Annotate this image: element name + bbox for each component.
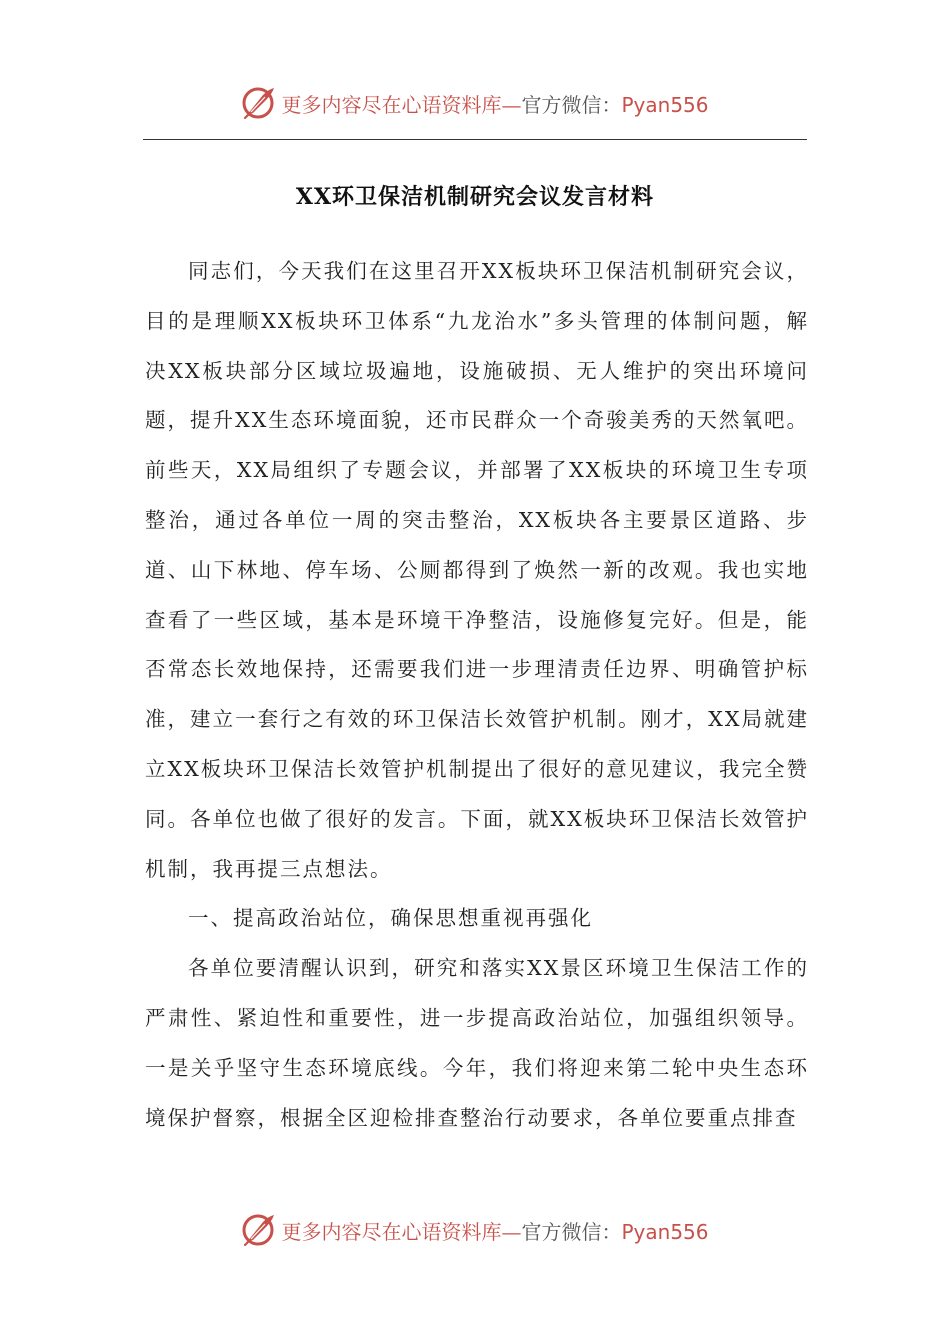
header-dash: — <box>501 92 522 117</box>
body-paragraph-section-1: 各单位要清醒认识到，研究和落实XX景区环境卫生保洁工作的严肃性、紧迫性和重要性，进一步提高政治站位，加强组织领导。一是关乎坚守生态环境底线。今年，我们将迎来第二轮中央生态环境保护督察，根据全区迎检排查整治行动要求，各单位要重点排查 <box>145 956 809 1130</box>
footer-banner-text <box>281 1216 708 1245</box>
footer-banner <box>0 1210 950 1250</box>
quill-pen-logo-icon <box>241 85 277 121</box>
footer-wechat-id: Pyan556 <box>621 1219 709 1244</box>
document-title: XX环卫保洁机制研究会议发言材料 <box>295 184 655 210</box>
body-paragraph-intro: 同志们，今天我们在这里召开XX板块环卫保洁机制研究会议，目的是理顺XX板块环卫体系“九龙治水”多头管理的体制问题，解决XX板块部分区域垃圾遍地，设施破损、无人维护的突出环境问题，提升XX生态环境面貌，还市民群众一个奇骏美秀的天然氧吧。前些天，XX局组织了专题会议，并部署了XX板块的环境卫生专项整治，通过各单位一周的突击整治，XX板块各主要景区道路、步道、山下林地、停车场、公厕都得到了焕然一新的改观。我也实地查看了一些区域，基本是环境干净整洁，设施修复完好。但是，能否常态长效地保持，还需要我们进一步理清责任边界、明确管护标准，建立一套行之有效的环卫保洁长效管护机制。刚才，XX局就建立XX板块环卫保洁长效管护机制提出了很好的意见建议，我完全赞同。各单位也做了很好的发言。下面，就XX板块环卫保洁长效管护机制，我再提三点想法。 <box>145 259 809 881</box>
header-divider <box>143 139 807 140</box>
section-heading-1: 一、提高政治站位，确保思想重视再强化 <box>188 906 594 931</box>
footer-official-text: 官方微信： <box>521 1219 622 1244</box>
header-official-text: 官方微信： <box>521 92 622 117</box>
header-banner <box>0 83 950 123</box>
header-banner-text <box>281 89 708 118</box>
header-wechat-id: Pyan556 <box>621 92 709 117</box>
footer-dash: — <box>501 1219 522 1244</box>
quill-pen-logo-icon <box>241 1212 277 1248</box>
header-site-text: 更多内容尽在心语资料库 <box>281 92 502 117</box>
footer-site-text: 更多内容尽在心语资料库 <box>281 1219 502 1244</box>
document-body <box>145 247 809 1143</box>
